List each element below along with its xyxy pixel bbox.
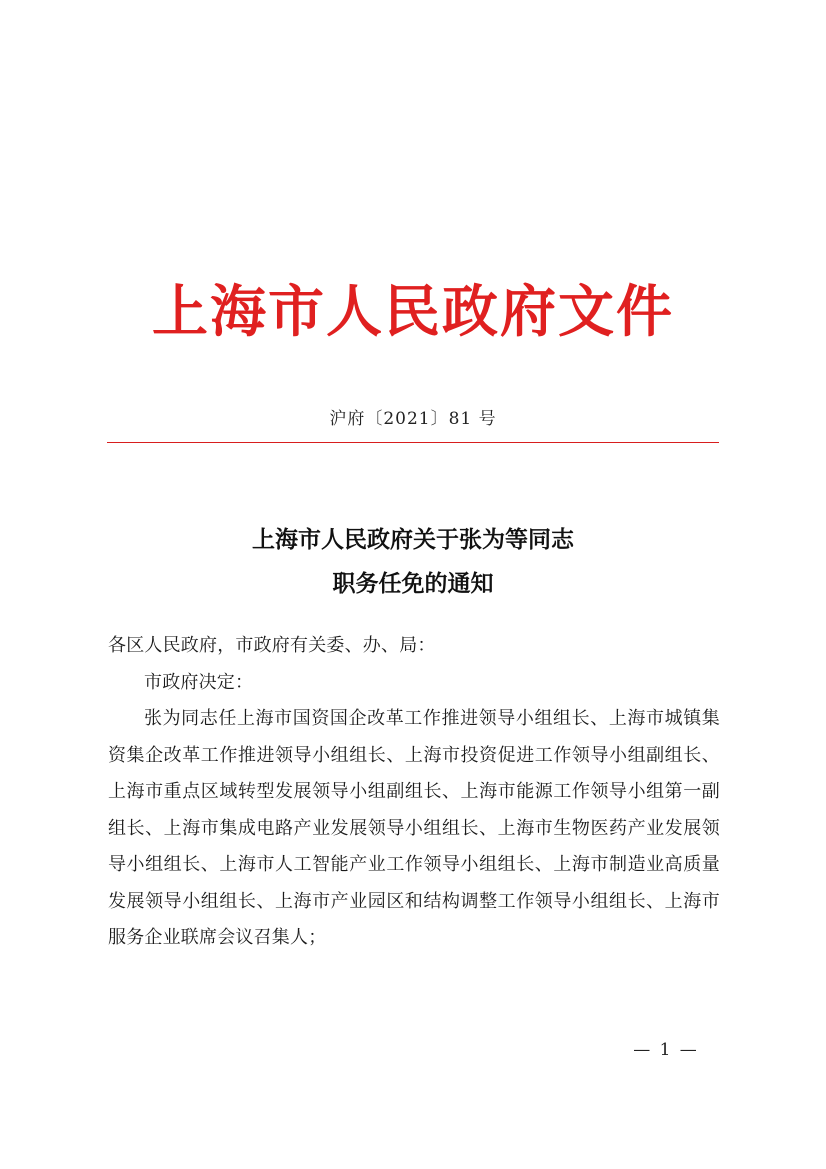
salutation: 各区人民政府，市政府有关委、办、局： [108,635,436,656]
title-line-2: 职务任免的通知 [332,570,494,597]
document-title [0,518,826,606]
body-paragraph: 张为同志任上海市国资国企改革工作推进领导小组组长、上海市城镇集资集企改革工作推进领导小组组长、上海市投资促进工作领导小组副组长、上海市重点区域转型发展领导小组副组长、上海市能源工作领导小组第一副组长、上海市集成电路产业发展领导小组组长、上海市生物医药产业发展领导小组组长、上海市人工智能产业工作领导小组组长、上海市制造业高质量发展领导小组组长、上海市产业园区和结构调整工作领导小组组长、上海市服务企业联席会议召集人； [108,708,720,948]
document-number: 沪府〔2021〕81 号 [329,409,497,429]
page-number: — 1 — [633,1040,699,1060]
decision-intro: 市政府决定： [144,671,254,693]
title-line-1: 上海市人民政府关于张为等同志 [252,526,574,553]
issuer-heading: 上海市人民政府文件 [152,279,674,345]
document-body [108,628,720,957]
red-divider [107,442,719,443]
